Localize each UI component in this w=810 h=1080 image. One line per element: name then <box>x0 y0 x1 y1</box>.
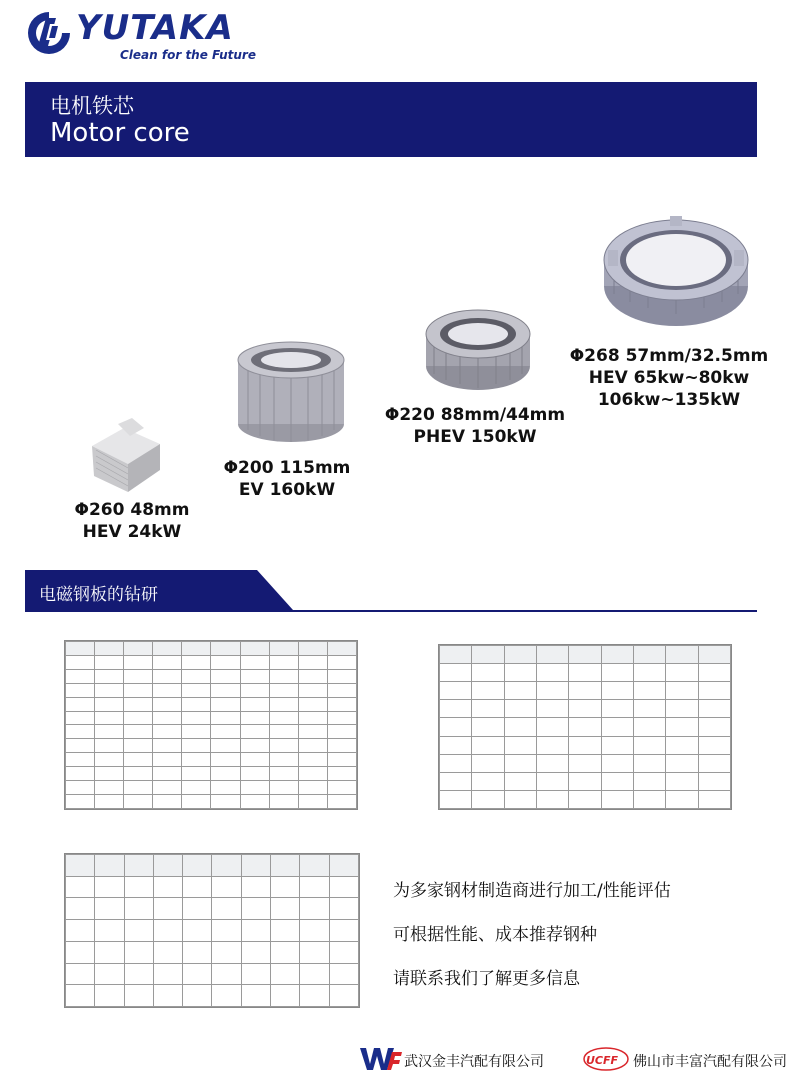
fengfu-logo-text: UCFF <box>586 1054 619 1067</box>
product-caption-1 <box>62 499 202 543</box>
brand-tagline: Clean for the Future <box>120 48 256 62</box>
promo-line-2: 可根据性能、成本推荐钢种 <box>393 925 597 945</box>
page-title-cn: 电机铁芯 <box>50 94 134 118</box>
evaluation-table-thumbnail-1 <box>64 640 358 810</box>
yutaka-emblem-icon <box>26 10 72 56</box>
evaluation-table-thumbnail-2 <box>438 644 732 810</box>
product-caption-2 <box>207 457 367 501</box>
product-caption-3 <box>370 404 580 448</box>
product-2-power: EV 160kW <box>238 480 336 500</box>
product-caption-4 <box>552 345 786 411</box>
product-image-ev-core <box>234 338 348 444</box>
footer-company-1: 武汉金丰汽配有限公司 <box>404 1054 544 1070</box>
page-title-en: Motor core <box>50 118 190 148</box>
product-4-size: Φ268 57mm/32.5mm <box>569 346 769 366</box>
yutaka-logo <box>26 8 286 66</box>
product-3-power: PHEV 150kW <box>413 427 537 447</box>
header-banner <box>25 82 757 157</box>
product-1-power: HEV 24kW <box>82 522 182 542</box>
footer-company-2: 佛山市丰富汽配有限公司 <box>633 1054 787 1070</box>
product-2-size: Φ200 115mm <box>223 458 351 478</box>
fengfu-logo-icon <box>580 1044 630 1074</box>
product-image-hev-large-core <box>600 214 752 332</box>
section-title: 电磁钢板的钻研 <box>39 585 158 605</box>
product-3-size: Φ220 88mm/44mm <box>384 405 566 425</box>
product-image-segment-core <box>88 418 170 496</box>
product-1-size: Φ260 48mm <box>74 500 190 520</box>
brand-name: YUTAKA <box>76 8 234 48</box>
section-header <box>25 570 757 612</box>
evaluation-table-thumbnail-3 <box>64 853 360 1008</box>
promo-line-1: 为多家钢材制造商进行加工/性能评估 <box>393 881 671 901</box>
product-4-power-alt: 106kw~135kW <box>597 390 741 410</box>
section-divider <box>25 610 757 612</box>
promo-line-3: 请联系我们了解更多信息 <box>393 969 580 989</box>
product-4-power: HEV 65kw~80kw <box>588 368 750 388</box>
jinfeng-logo-icon <box>358 1046 402 1072</box>
product-image-phev-core <box>422 304 534 394</box>
